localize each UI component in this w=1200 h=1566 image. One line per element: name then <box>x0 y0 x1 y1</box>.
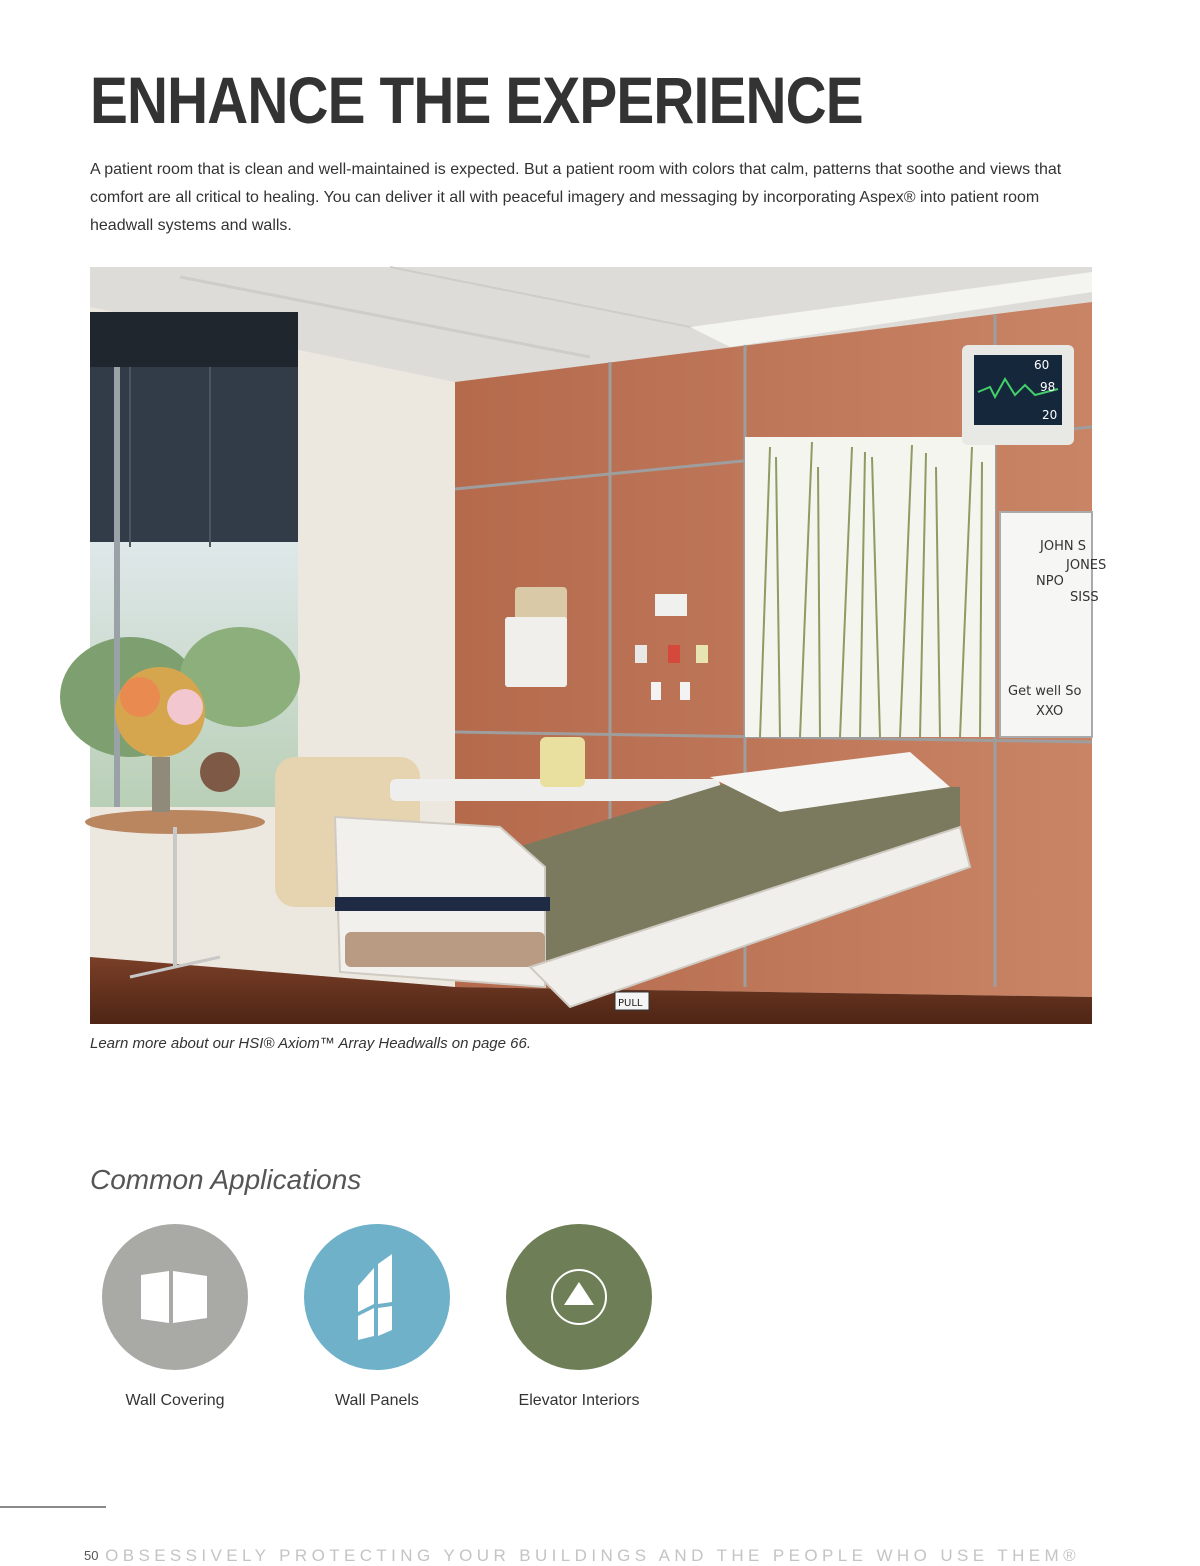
application-wall-covering <box>75 1224 275 1410</box>
svg-text:SISS: SISS <box>1070 590 1099 605</box>
footer-rule <box>0 1506 106 1508</box>
footer-tagline: OBSESSIVELY PROTECTING YOUR BUILDINGS AND THE PEOPLE WHO USE THEM® <box>105 1546 1080 1565</box>
wall-panels-icon <box>304 1224 450 1370</box>
photo-caption: Learn more about our HSI® Axiom™ Array Headwalls on page 66. <box>90 1035 531 1052</box>
wall-panels-label: Wall Panels <box>335 1392 419 1409</box>
svg-text:98: 98 <box>1040 380 1056 394</box>
common-applications-heading: Common Applications <box>90 1164 362 1195</box>
svg-text:JOHN S: JOHN S <box>1040 539 1086 554</box>
svg-text:60: 60 <box>1034 358 1050 372</box>
wall-covering-icon <box>102 1224 248 1370</box>
svg-text:PULL: PULL <box>618 998 643 1009</box>
elevator-icon <box>506 1224 652 1370</box>
svg-text:JONES: JONES <box>1066 558 1107 573</box>
svg-text:Get well So: Get well So <box>1008 684 1082 699</box>
elevator-interiors-label: Elevator Interiors <box>518 1392 640 1409</box>
application-wall-panels <box>277 1224 477 1410</box>
page-title: ENHANCE THE EXPERIENCE <box>90 63 863 137</box>
svg-text:NPO: NPO <box>1036 574 1064 589</box>
svg-text:20: 20 <box>1042 408 1058 422</box>
page-number: 50 <box>84 1548 99 1563</box>
application-elevator-interiors <box>479 1224 679 1410</box>
patient-room-photo <box>90 267 1107 1024</box>
svg-text:XXO: XXO <box>1036 704 1064 719</box>
wall-covering-label: Wall Covering <box>125 1392 225 1409</box>
intro-paragraph: A patient room that is clean and well-maintained is expected. But a patient room with colors that calm, patterns that soothe and views that comfort are all critical to healing. You can deliver it all with peaceful imagery and messaging by incorporating Aspex® into patient room headwall systems and walls. <box>90 161 1062 234</box>
